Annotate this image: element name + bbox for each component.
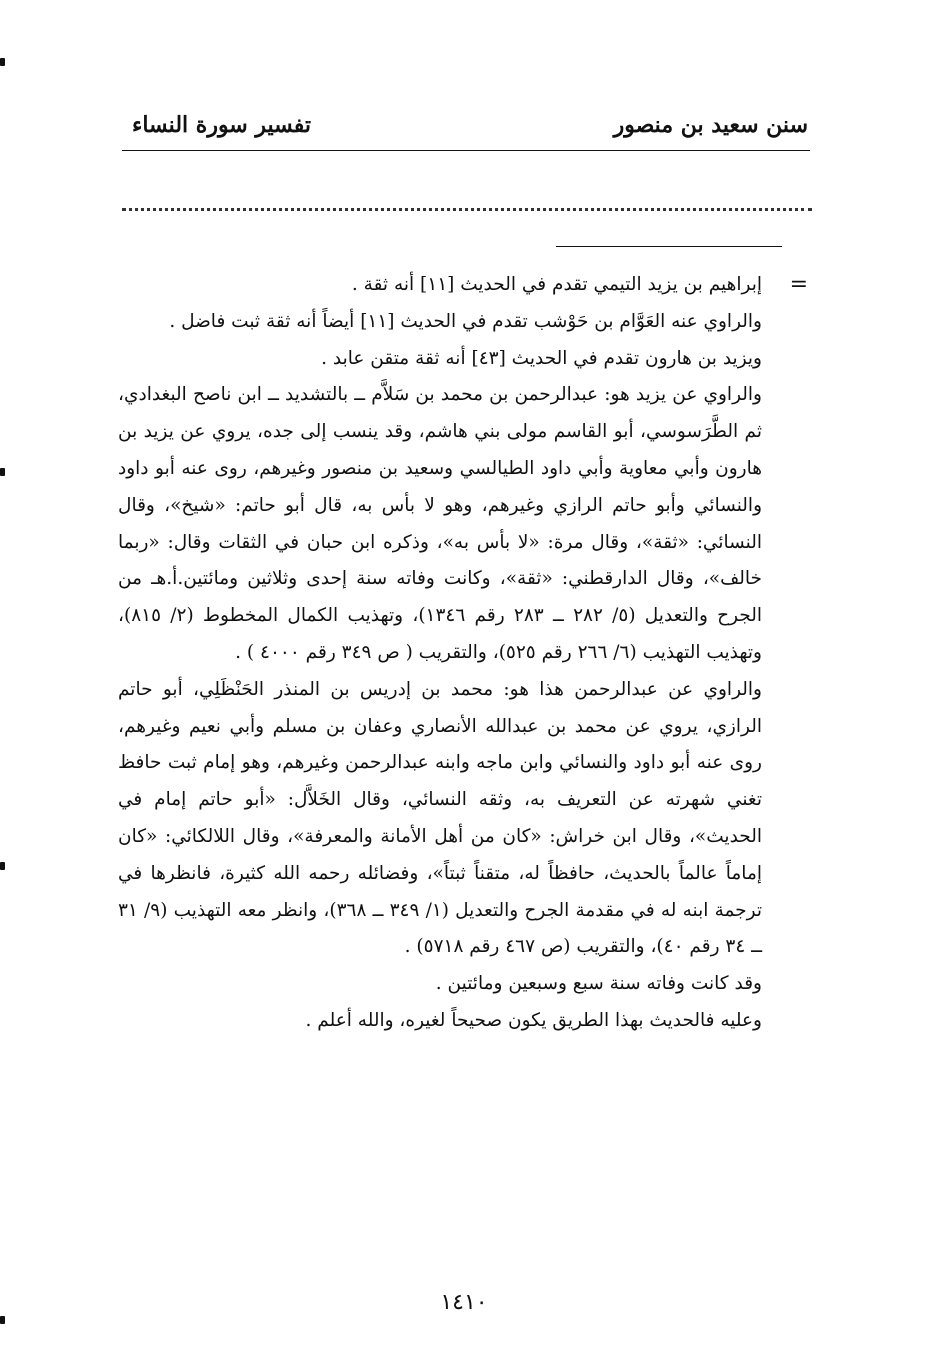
footnote-continuation-mark: = (789, 272, 808, 297)
footnote-paragraph: وقد كانت وفاته سنة سبع وسبعين ومائتين . (435, 973, 762, 995)
footnote-paragraph: والراوي عن عبدالرحمن هذا هو: محمد بن إدريس بن المنذر الحَنْظَلِي، أبو حاتم الرازي، يروي عن محمد بن عبدالله الأنصاري وعفان بن مسلم وأبي نعيم وغيرهم، روى عنه أبو داود والنسائي وابن ماجه وابنه عبدالرحمن وغيرهم، وهو إمام ثبت حافظ تغني شهرته عن التعريف به، وثقه النسائي، وقال الخَلاَّل: «أبو حاتم إمام في الحديث»، وقال ابن خراش: «كان من أهل الأمانة والمعرفة»، وقال اللالكائي: «كان إماماً عالماً بالحديث، حافظاً له، متقناً ثبتاً»، وفضائله رحمه الله كثيرة، فانظرها في ترجمة ابنه له في مقدمة الجرح والتعديل (١/ ٣٤٩ ــ ٣٦٨)، وانظر معه التهذيب (٩/ ٣١ ــ ٣٤ رقم ٤٠)، والتقريب (ص ٤٦٧ رقم ٥٧١٨) . (118, 678, 762, 958)
footnote-paragraph: والراوي عنه العَوَّام بن حَوْشب تقدم في الحديث [١١] أيضاً أنه ثقة ثبت فاضل . (169, 310, 762, 332)
footnote-paragraph: وعليه فالحديث بهذا الطريق يكون صحيحاً لغيره، والله أعلم . (305, 1009, 762, 1031)
footnote-body (118, 267, 762, 1040)
running-header-book-title: سنن سعيد بن منصور (613, 112, 808, 138)
page-number: ١٤١٠ (440, 1290, 488, 1315)
footnote-paragraph: والراوي عن يزيد هو: عبدالرحمن بن محمد بن سَلاَّم ــ بالتشديد ــ ابن ناصح البغدادي، ثم الطَّرَسوسي، أبو القاسم مولى بني هاشم، وقد ينسب إلى جده، يروي عن يزيد بن هارون وأبي معاوية وأبي داود الطيالسي وسعيد بن منصور وغيرهم، روى عنه أبو داود والنسائي وأبو حاتم الرازي وغيرهم، وهو لا بأس به، قال أبو حاتم: «شيخ»، وقال النسائي: «ثقة»، وقال مرة: «لا بأس به»، وذكره ابن حبان في الثقات وقال: «ربما خالف»، وقال الدارقطني: «ثقة»، وكانت وفاته سنة إحدى وثلاثين ومائتين.أ.هـ من الجرح والتعديل (٥/ ٢٨٢ ــ ٢٨٣ رقم ١٣٤٦)، وتهذيب الكمال المخطوط (٢/ ٨١٥)، وتهذيب التهذيب (٦/ ٢٦٦ رقم ٥٢٥)، والتقريب ( ص ٣٤٩ رقم ٤٠٠٠ ) . (118, 384, 763, 663)
footnote-paragraph: إبراهيم بن يزيد التيمي تقدم في الحديث [١١] أنه ثقة . (351, 274, 762, 295)
scan-edge-mark (0, 58, 5, 66)
footnote-paragraph: ويزيد بن هارون تقدم في الحديث [٤٣] أنه ثقة متقن عابد . (321, 347, 762, 369)
footnote-rule (556, 246, 782, 247)
running-header-section-title: تفسير سورة النساء (132, 112, 312, 138)
scan-edge-mark (0, 1316, 5, 1324)
scan-edge-mark (0, 862, 5, 870)
scan-edge-mark (0, 468, 5, 476)
dotted-separator (122, 208, 812, 211)
header-rule (122, 150, 810, 151)
